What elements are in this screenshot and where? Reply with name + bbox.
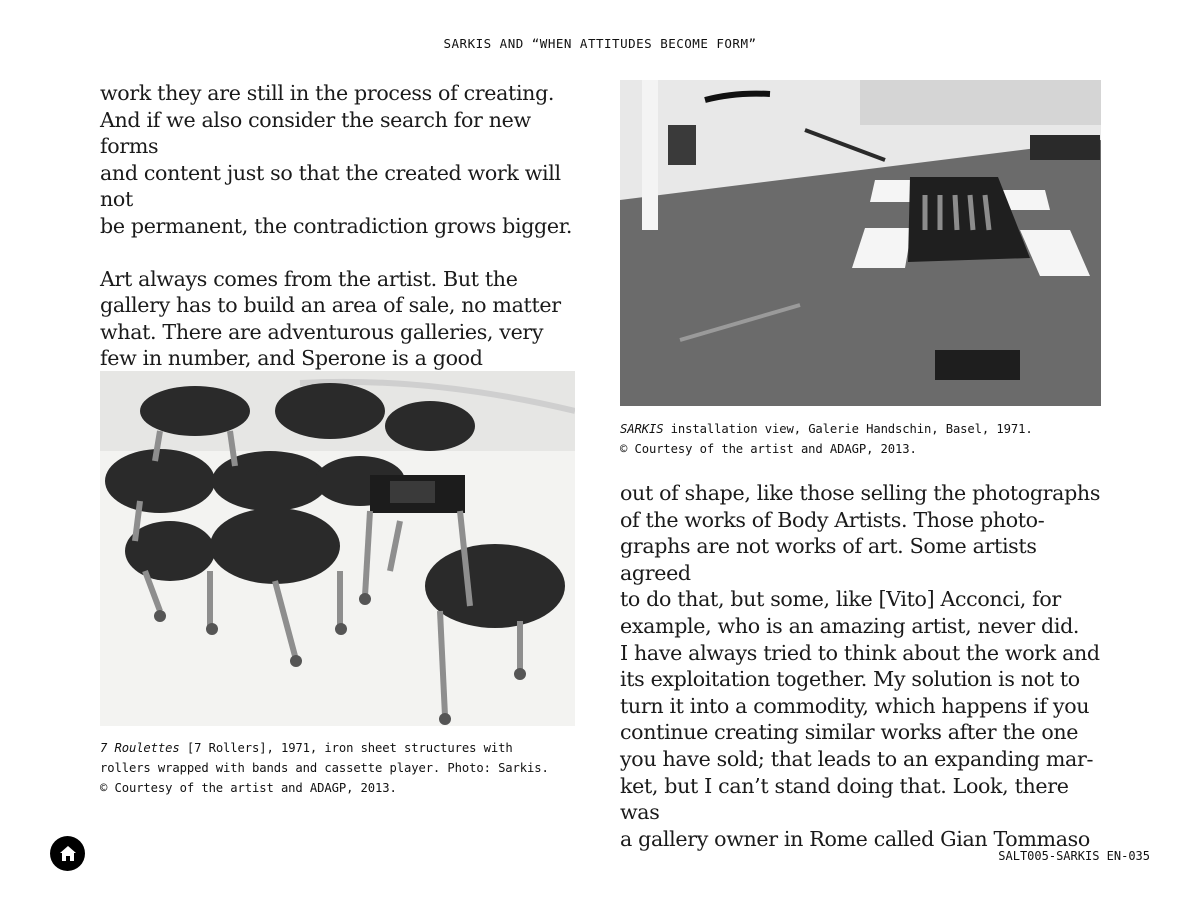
right-column: [620, 480, 1110, 852]
caption-line: rollers wrapped with bands and cassette player. Photo: Sarkis.: [100, 761, 549, 775]
sculpture-photo: [100, 371, 575, 726]
installation-photo: [620, 80, 1101, 406]
home-button[interactable]: [50, 836, 85, 871]
body-paragraph: Art always comes from the artist. But the gallery has to build an area of sale, no matter what. There are adventurous galleries, very few in number, and Sperone is a good: [100, 266, 561, 371]
caption-copyright: © Courtesy of the artist and ADAGP, 2013.: [100, 781, 397, 795]
running-head: SARKIS AND “WHEN ATTITUDES BECOME FORM”: [443, 36, 757, 51]
page-folio: SALT005-SARKIS EN-035: [998, 849, 1150, 863]
caption-line: [100, 738, 590, 758]
body-paragraph: out of shape, like those selling the photographs of the works of Body Artists. Those photo- graphs are not works of art. Some artists agreed to do that, but some, like [Vito] Acconci, for example, who is an amazing artist, never did. I have always tried to think about the work and its exploitation together. My solution is not to turn it into a commodity, which happens if you continue creating similar works after the one you have sold; that leads to an expanding mar- ket, but I can’t stand doing that. Look, there was a gallery owner in Rome called Gian Tommaso: [620, 481, 1101, 851]
caption-line: [620, 419, 1110, 439]
figure-caption: [620, 419, 1110, 459]
body-paragraph: work they are still in the process of creating. And if we also consider the search for new forms and content just so that the created work will not be permanent, the contradiction grows bigger.: [100, 81, 573, 238]
figure-caption: [100, 738, 590, 798]
caption-text: [7 Rollers], 1971, iron sheet structures with: [179, 741, 513, 755]
caption-title: 7 Roulettes: [100, 741, 180, 755]
caption-copyright: © Courtesy of the artist and ADAGP, 2013.: [620, 442, 917, 456]
home-icon: [58, 844, 78, 864]
caption-title: SARKIS: [620, 422, 664, 436]
caption-text: installation view, Galerie Handschin, Basel, 1971.: [663, 422, 1033, 436]
